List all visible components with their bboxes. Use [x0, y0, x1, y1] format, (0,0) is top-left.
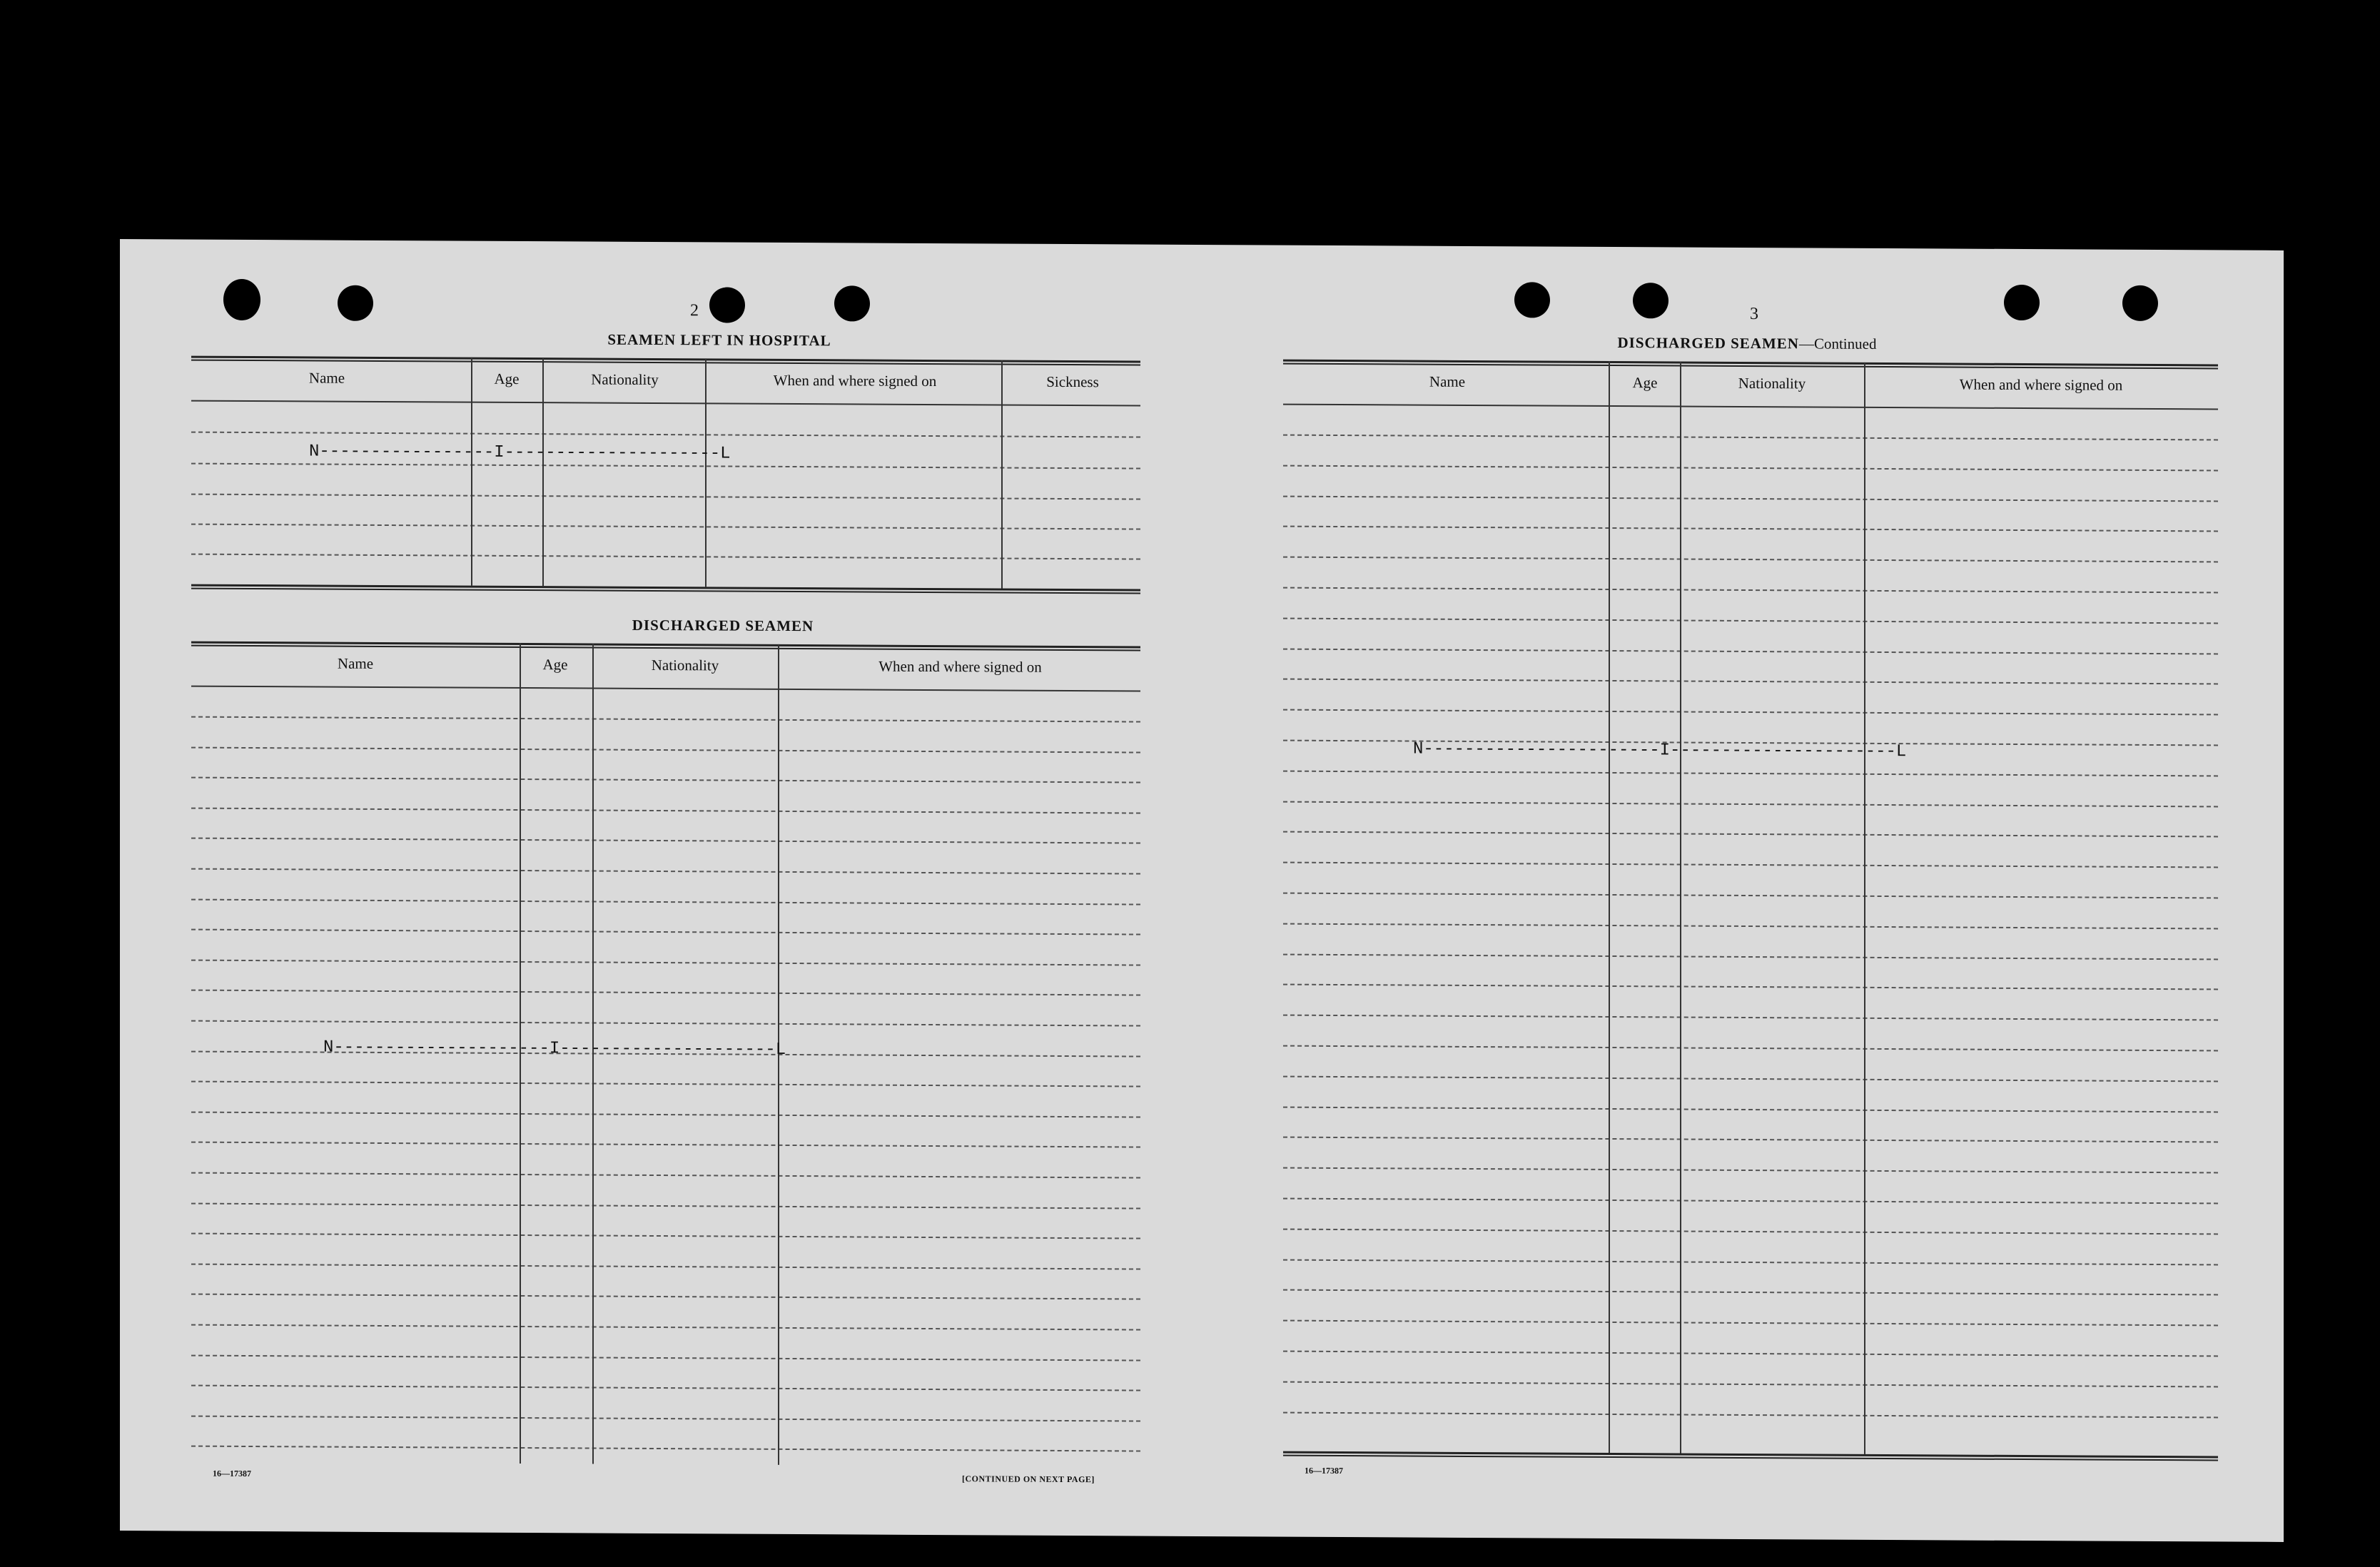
form-number-left: 16—17387 — [213, 1468, 251, 1479]
table-row — [191, 868, 1140, 875]
table-row — [191, 1111, 1140, 1117]
table-row — [1283, 557, 2218, 563]
nil-entry: N---------------------I---------------------L — [323, 1038, 786, 1060]
column-header-name: Name — [337, 654, 374, 672]
table-top-rule — [1283, 360, 2218, 370]
hospital-table — [191, 356, 1140, 604]
table-row — [1283, 526, 2218, 532]
form-number-right: 16—17387 — [1305, 1465, 1343, 1476]
table-row — [1283, 1351, 2218, 1357]
table-row — [1283, 1045, 2218, 1052]
table-row — [191, 1172, 1140, 1179]
table-row — [1283, 1228, 2218, 1234]
discharged-table-right — [1283, 360, 2218, 1464]
header-rule — [191, 400, 1140, 407]
table-row — [1283, 587, 2218, 594]
table-row — [191, 777, 1140, 784]
table-row — [191, 1446, 1140, 1452]
punch-hole — [2004, 285, 2040, 320]
table-row — [191, 1263, 1140, 1269]
table-row — [191, 929, 1140, 935]
table-row — [191, 746, 1140, 753]
table-row — [1283, 679, 2218, 685]
table-row — [1283, 1075, 2218, 1082]
table-row — [191, 1020, 1140, 1027]
column-header-name: Name — [308, 369, 345, 387]
table-row — [191, 524, 1140, 530]
page-number-right: 3 — [1750, 305, 1758, 324]
document-spread — [120, 239, 2284, 1542]
column-header-nationality: Nationality — [591, 370, 659, 389]
punch-hole — [2122, 285, 2158, 321]
table-row — [1283, 495, 2218, 502]
punch-hole — [1633, 283, 1668, 318]
table-row — [191, 554, 1140, 560]
table-row — [1283, 465, 2218, 471]
table-row — [1283, 1411, 2218, 1418]
table-row — [191, 1142, 1140, 1148]
column-header-sickness: Sickness — [1046, 372, 1099, 391]
punch-hole — [338, 285, 373, 321]
column-header-signed-on: When and where signed on — [773, 371, 937, 390]
table-row — [1283, 1381, 2218, 1387]
table-row — [1283, 801, 2218, 807]
table-row — [1283, 770, 2218, 776]
table-bottom-rule — [191, 584, 1140, 594]
table-row — [1283, 648, 2218, 654]
column-divider — [542, 357, 544, 586]
table-row — [1283, 893, 2218, 899]
column-header-signed-on: When and where signed on — [1959, 375, 2123, 394]
discharged-continued-title-suffix: —Continued — [1798, 335, 1877, 353]
header-rule — [1283, 404, 2218, 410]
hospital-section-title: SEAMEN LEFT IN HOSPITAL — [607, 330, 831, 350]
table-row — [1283, 862, 2218, 868]
table-row — [1283, 1137, 2218, 1143]
punch-hole — [223, 279, 260, 320]
table-row — [1283, 984, 2218, 990]
discharged-section-title: DISCHARGED SEAMEN — [632, 616, 814, 635]
table-row — [191, 1081, 1140, 1087]
table-row — [191, 1385, 1140, 1391]
column-header-nationality: Nationality — [1738, 374, 1806, 392]
table-row — [191, 1415, 1140, 1421]
table-row — [191, 1294, 1140, 1300]
table-row — [191, 838, 1140, 844]
table-row — [191, 990, 1140, 996]
table-bottom-rule — [1283, 1451, 2218, 1461]
table-row — [191, 959, 1140, 965]
discharged-table-left — [191, 641, 1140, 1467]
column-header-age: Age — [1632, 374, 1658, 392]
table-row — [1283, 709, 2218, 716]
column-header-age: Age — [542, 656, 568, 674]
table-row — [191, 898, 1140, 905]
column-divider — [705, 358, 707, 587]
column-header-age: Age — [494, 370, 520, 387]
punch-hole — [834, 285, 870, 321]
column-divider — [1609, 361, 1610, 1453]
table-row — [191, 1233, 1140, 1239]
table-row — [191, 1202, 1140, 1209]
table-row — [1283, 953, 2218, 960]
table-row — [191, 1354, 1140, 1361]
table-row — [1283, 1259, 2218, 1265]
table-top-rule — [191, 356, 1140, 366]
table-row — [1283, 435, 2218, 441]
table-top-rule — [191, 641, 1140, 651]
column-divider — [471, 357, 472, 586]
table-row — [1283, 1198, 2218, 1205]
nil-entry: N-----------------I---------------------L — [309, 442, 731, 464]
table-row — [191, 494, 1140, 500]
column-header-name: Name — [1429, 372, 1466, 390]
table-row — [191, 716, 1140, 723]
punch-hole — [1514, 282, 1550, 318]
continued-note: [CONTINUED ON NEXT PAGE] — [962, 1474, 1095, 1485]
table-row — [1283, 1167, 2218, 1174]
header-rule — [191, 686, 1140, 692]
table-row — [191, 463, 1140, 470]
column-header-signed-on: When and where signed on — [878, 657, 1042, 676]
column-header-nationality: Nationality — [651, 656, 719, 674]
table-row — [191, 1324, 1140, 1331]
column-divider — [1001, 360, 1003, 589]
table-row — [191, 432, 1140, 438]
column-divider — [1864, 362, 1865, 1454]
discharged-continued-title — [1533, 333, 1961, 353]
page-number-left: 2 — [690, 301, 699, 320]
table-row — [191, 807, 1140, 813]
nil-entry: N-----------------------I----------------------L — [1413, 739, 1907, 762]
table-row — [1283, 1320, 2218, 1327]
table-row — [1283, 1289, 2218, 1296]
column-divider — [1680, 362, 1681, 1454]
table-row — [1283, 831, 2218, 838]
table-row — [1283, 923, 2218, 929]
discharged-continued-title-main: DISCHARGED SEAMEN — [1617, 334, 1799, 353]
table-row — [1283, 617, 2218, 624]
table-row — [1283, 1015, 2218, 1021]
table-row — [1283, 1106, 2218, 1112]
